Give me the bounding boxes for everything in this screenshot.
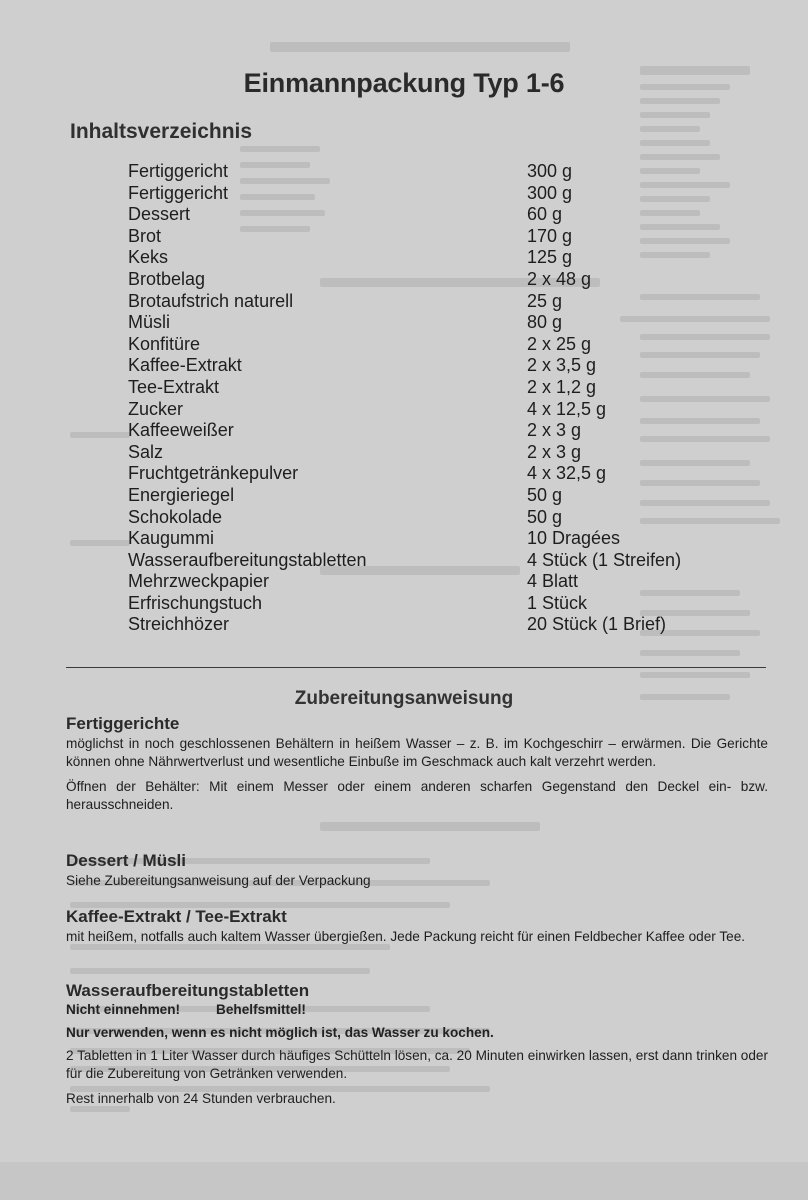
paragraph: Rest innerhalb von 24 Stunden verbrauchen. <box>66 1091 336 1106</box>
list-item <box>128 204 748 226</box>
list-item <box>128 571 748 593</box>
item-quantity: 4 Stück (1 Streifen) <box>527 549 682 570</box>
item-name: Brot <box>128 225 162 246</box>
list-item <box>128 161 748 183</box>
paragraph: 2 Tabletten in 1 Liter Wasser durch häufiges Schütteln lösen, ca. 20 Minuten einwirken lassen, erst dann trinken oder für die Zubereitung von Getränken verwenden. <box>66 1048 768 1081</box>
section-kaffee-tee <box>66 907 768 946</box>
list-item <box>128 399 748 421</box>
item-name: Dessert <box>128 204 191 225</box>
section-heading: Wasseraufbereitungstabletten <box>66 981 310 1000</box>
list-item <box>128 312 748 334</box>
list-item <box>128 463 748 485</box>
item-name: Keks <box>128 247 169 268</box>
paragraph: Öffnen der Behälter: Mit einem Messer oder einem anderen scharfen Gegenstand den Deckel ein- bzw. herausschneiden. <box>66 779 768 812</box>
section-heading: Dessert / Müsli <box>66 851 186 870</box>
item-name: Schokolade <box>128 506 223 527</box>
item-name: Wasseraufbereitungstabletten <box>128 549 367 570</box>
section-wasseraufbereitung <box>66 981 768 1108</box>
item-quantity: 300 g <box>527 182 573 203</box>
item-name: Zucker <box>128 398 184 419</box>
paragraph: Siehe Zubereitungsanweisung auf der Verpackung <box>66 873 371 888</box>
item-quantity: 170 g <box>527 225 573 246</box>
item-quantity: 300 g <box>527 161 573 181</box>
list-item <box>128 485 748 507</box>
item-name: Kaffee-Extrakt <box>128 355 242 376</box>
item-name: Kaugummi <box>128 528 215 549</box>
item-name: Tee-Extrakt <box>128 376 220 397</box>
contents-list <box>128 161 748 636</box>
page-bottom-shade <box>0 1162 808 1200</box>
item-name: Brotaufstrich naturell <box>128 290 294 311</box>
list-item <box>128 247 748 269</box>
section-dessert <box>66 851 768 890</box>
item-name: Streichhözer <box>128 614 230 635</box>
item-quantity: 20 Stück (1 Brief) <box>527 614 667 635</box>
list-item <box>128 593 748 615</box>
list-item <box>128 291 748 313</box>
item-name: Fruchtgetränkepulver <box>128 463 299 484</box>
item-name: Mehrzweckpapier <box>128 571 270 592</box>
item-quantity: 2 x 48 g <box>527 268 592 289</box>
item-name: Kaffeeweißer <box>128 420 234 441</box>
item-quantity: 4 Blatt <box>527 571 579 592</box>
warning-line <box>66 1001 768 1018</box>
item-quantity: 50 g <box>527 484 563 505</box>
item-quantity: 2 x 3,5 g <box>527 355 597 376</box>
list-item <box>128 614 748 636</box>
item-name: Fertiggericht <box>128 182 229 203</box>
list-item <box>128 334 748 356</box>
item-quantity: 4 x 32,5 g <box>527 463 607 484</box>
item-quantity: 60 g <box>527 204 563 225</box>
item-name: Konfitüre <box>128 333 201 354</box>
item-quantity: 4 x 12,5 g <box>527 398 607 419</box>
item-quantity: 10 Dragées <box>527 528 621 549</box>
section-heading: Fertiggerichte <box>66 714 180 733</box>
warning-text: Nicht einnehmen! <box>66 1002 181 1017</box>
item-quantity: 2 x 3 g <box>527 441 582 462</box>
list-item <box>128 550 748 572</box>
list-item <box>128 442 748 464</box>
warning-text: Behelfsmittel! <box>216 1002 306 1017</box>
item-name: Brotbelag <box>128 268 206 289</box>
paragraph: mit heißem, notfalls auch kaltem Wasser übergießen. Jede Packung reicht für einen Feldbecher Kaffee oder Tee. <box>66 929 746 944</box>
item-quantity: 125 g <box>527 247 573 268</box>
list-item <box>128 377 748 399</box>
list-item <box>128 183 748 205</box>
paragraph: möglichst in noch geschlossenen Behältern in heißem Wasser – z. B. im Kochgeschirr – erwärmen. Die Gerichte können ohne Nährwertverlust und wesentliche Einbuße im Geschmack auch kalt verzehrt werden. <box>66 736 768 769</box>
item-quantity: 2 x 3 g <box>527 420 582 441</box>
item-name: Energieriegel <box>128 484 235 505</box>
item-name: Erfrischungstuch <box>128 592 263 613</box>
item-name: Fertiggericht <box>128 161 229 181</box>
item-quantity: 1 Stück <box>527 592 588 613</box>
list-item <box>128 528 748 550</box>
list-item <box>128 355 748 377</box>
section-heading: Kaffee-Extrakt / Tee-Extrakt <box>66 907 287 926</box>
page-title: Einmannpackung Typ 1-6 <box>243 68 565 98</box>
section-fertiggerichte <box>66 714 768 813</box>
item-quantity: 2 x 25 g <box>527 333 592 354</box>
preparation-heading: Zubereitungsanweisung <box>294 688 514 709</box>
item-quantity: 25 g <box>527 290 563 311</box>
usage-note: Nur verwenden, wenn es nicht möglich ist, das Wasser zu kochen. <box>66 1025 494 1040</box>
list-item <box>128 226 748 248</box>
item-quantity: 50 g <box>527 506 563 527</box>
item-name: Salz <box>128 441 164 462</box>
toc-heading: Inhaltsverzeichnis <box>70 120 253 143</box>
item-quantity: 80 g <box>527 312 563 333</box>
item-name: Müsli <box>128 312 171 333</box>
section-divider <box>66 667 766 668</box>
item-quantity: 2 x 1,2 g <box>527 376 597 397</box>
list-item <box>128 507 748 529</box>
list-item <box>128 420 748 442</box>
list-item <box>128 269 748 291</box>
